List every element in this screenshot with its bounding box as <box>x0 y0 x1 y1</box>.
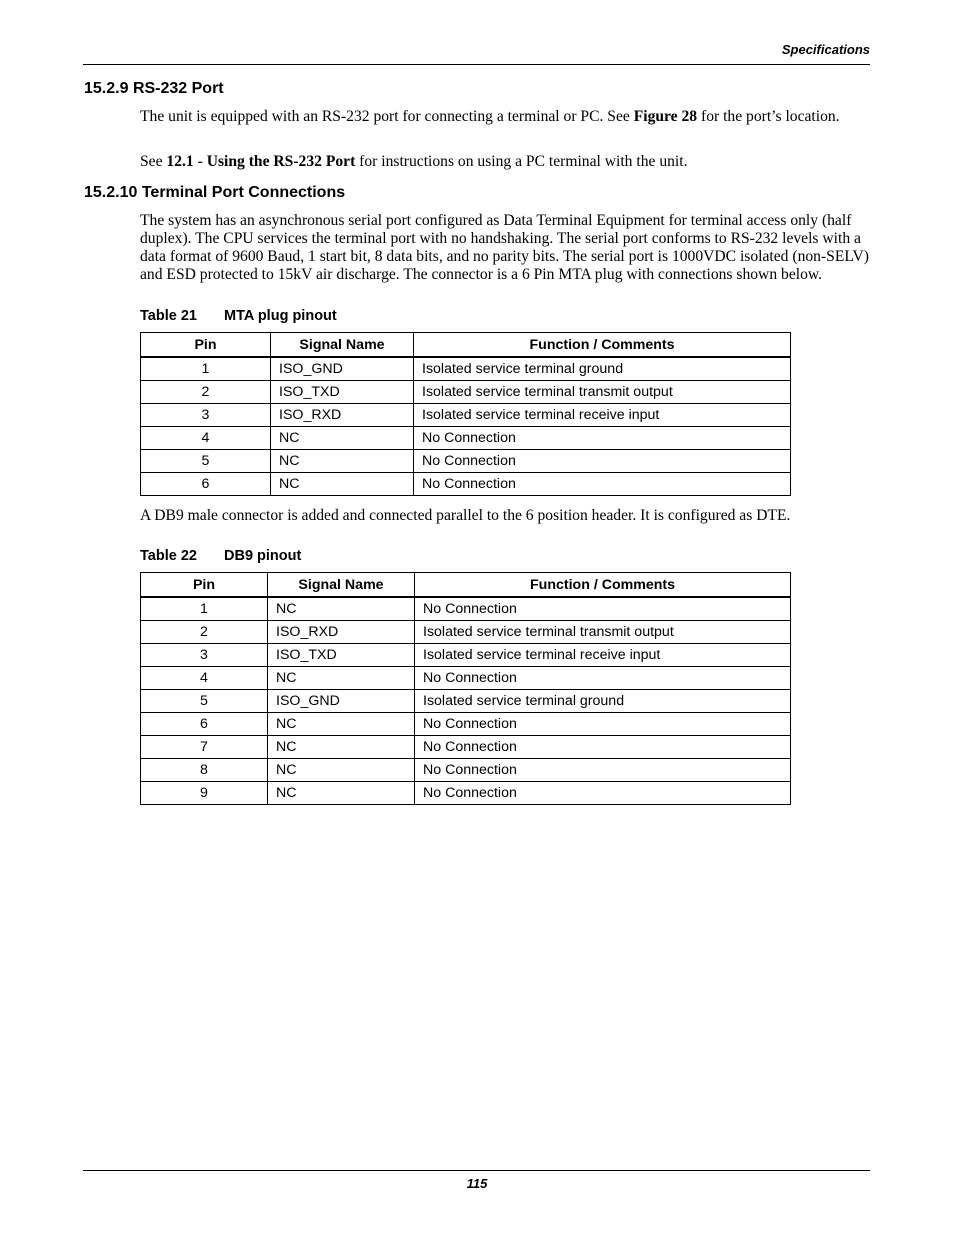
pin-cell: 1 <box>141 597 268 621</box>
rs232-paragraph-1 <box>140 108 870 126</box>
pin-cell: 6 <box>141 473 271 496</box>
signal-cell: ISO_TXD <box>271 381 414 404</box>
section-reference: 12.1 - Using the RS-232 Port <box>166 153 356 170</box>
table-21-caption <box>140 308 337 324</box>
terminal-port-paragraph: The system has an asynchronous serial port configured as Data Terminal Equipment for terminal access only (half duplex). The CPU services the terminal port with no handshaking. The serial port conforms to RS-232 levels with a data format of 9600 Baud, 1 start bit, 8 data bits, and no parity bits. The serial port is 1000VDC isolated (non-SELV) and ESD protected to 15kV air discharge. The connector is a 6 Pin MTA plug with connections shown below. <box>140 212 869 283</box>
function-cell: Isolated service terminal receive input <box>414 404 791 427</box>
paragraph-text: for the port’s location. <box>697 108 840 125</box>
table-row <box>141 357 791 381</box>
section-number: 15.2.10 <box>84 184 138 201</box>
signal-cell: ISO_TXD <box>268 644 415 667</box>
table-row <box>141 621 791 644</box>
table-title: MTA plug pinout <box>224 308 337 324</box>
running-header: Specifications <box>781 42 870 57</box>
function-cell: No Connection <box>415 759 791 782</box>
page-number: 115 <box>466 1176 488 1191</box>
function-cell: Isolated service terminal transmit output <box>415 621 791 644</box>
table-label: Table 22 <box>140 548 197 564</box>
pin-cell: 3 <box>141 644 268 667</box>
signal-cell: ISO_RXD <box>268 621 415 644</box>
pin-cell: 2 <box>141 381 271 404</box>
table-label: Table 21 <box>140 308 197 324</box>
table-22-caption <box>140 548 301 564</box>
function-cell: No Connection <box>415 667 791 690</box>
column-header-pin: Pin <box>141 573 268 598</box>
paragraph-text: The unit is equipped with an RS-232 port for connecting a terminal or PC. See <box>140 108 634 125</box>
section-title: Terminal Port Connections <box>141 184 346 201</box>
signal-cell: NC <box>268 713 415 736</box>
table-title: DB9 pinout <box>224 548 302 564</box>
table-row <box>141 667 791 690</box>
section-number: 15.2.9 <box>84 80 129 97</box>
signal-cell: NC <box>268 782 415 805</box>
table-row <box>141 427 791 450</box>
section-heading-rs232 <box>84 80 224 98</box>
table-row <box>141 690 791 713</box>
pin-cell: 5 <box>141 450 271 473</box>
function-cell: Isolated service terminal ground <box>415 690 791 713</box>
function-cell: No Connection <box>415 782 791 805</box>
function-cell: No Connection <box>414 473 791 496</box>
signal-cell: ISO_GND <box>268 690 415 713</box>
rs232-paragraph-2 <box>140 153 870 171</box>
pin-cell: 9 <box>141 782 268 805</box>
signal-cell: NC <box>268 736 415 759</box>
pin-cell: 6 <box>141 713 268 736</box>
signal-cell: NC <box>271 427 414 450</box>
function-cell: No Connection <box>414 427 791 450</box>
table-row <box>141 759 791 782</box>
signal-cell: ISO_RXD <box>271 404 414 427</box>
column-header-signal-name: Signal Name <box>271 333 414 358</box>
paragraph-text: for instructions on using a PC terminal with the unit. <box>355 153 688 170</box>
function-cell: Isolated service terminal transmit output <box>414 381 791 404</box>
figure-reference: Figure 28 <box>633 108 698 125</box>
function-cell: No Connection <box>415 713 791 736</box>
section-heading-terminal-port <box>84 184 345 202</box>
function-cell: Isolated service terminal ground <box>414 357 791 381</box>
table-header-row <box>141 333 791 358</box>
signal-cell: NC <box>268 597 415 621</box>
signal-cell: NC <box>271 450 414 473</box>
table-row <box>141 782 791 805</box>
signal-cell: ISO_GND <box>271 357 414 381</box>
column-header-pin: Pin <box>141 333 271 358</box>
pin-cell: 5 <box>141 690 268 713</box>
column-header-function: Function / Comments <box>415 573 791 598</box>
signal-cell: NC <box>268 759 415 782</box>
paragraph-text: See <box>140 153 167 170</box>
table-row <box>141 736 791 759</box>
table-22-db9-pinout <box>140 572 791 805</box>
table-header-row <box>141 573 791 598</box>
table-row <box>141 381 791 404</box>
function-cell: No Connection <box>415 597 791 621</box>
header-rule <box>83 64 870 65</box>
table-21-mta-plug-pinout <box>140 332 791 496</box>
pin-cell: 3 <box>141 404 271 427</box>
pin-cell: 8 <box>141 759 268 782</box>
column-header-function: Function / Comments <box>414 333 791 358</box>
table-row <box>141 473 791 496</box>
function-cell: Isolated service terminal receive input <box>415 644 791 667</box>
table-row <box>141 713 791 736</box>
pin-cell: 7 <box>141 736 268 759</box>
db9-paragraph: A DB9 male connector is added and connected parallel to the 6 position header. It is configured as DTE. <box>140 507 791 524</box>
function-cell: No Connection <box>415 736 791 759</box>
signal-cell: NC <box>268 667 415 690</box>
pin-cell: 2 <box>141 621 268 644</box>
table-row <box>141 404 791 427</box>
footer-rule <box>83 1170 870 1171</box>
pin-cell: 4 <box>141 667 268 690</box>
signal-cell: NC <box>271 473 414 496</box>
section-title: RS-232 Port <box>132 80 224 97</box>
table-row <box>141 644 791 667</box>
function-cell: No Connection <box>414 450 791 473</box>
pin-cell: 4 <box>141 427 271 450</box>
column-header-signal-name: Signal Name <box>268 573 415 598</box>
table-row <box>141 597 791 621</box>
pin-cell: 1 <box>141 357 271 381</box>
table-row <box>141 450 791 473</box>
